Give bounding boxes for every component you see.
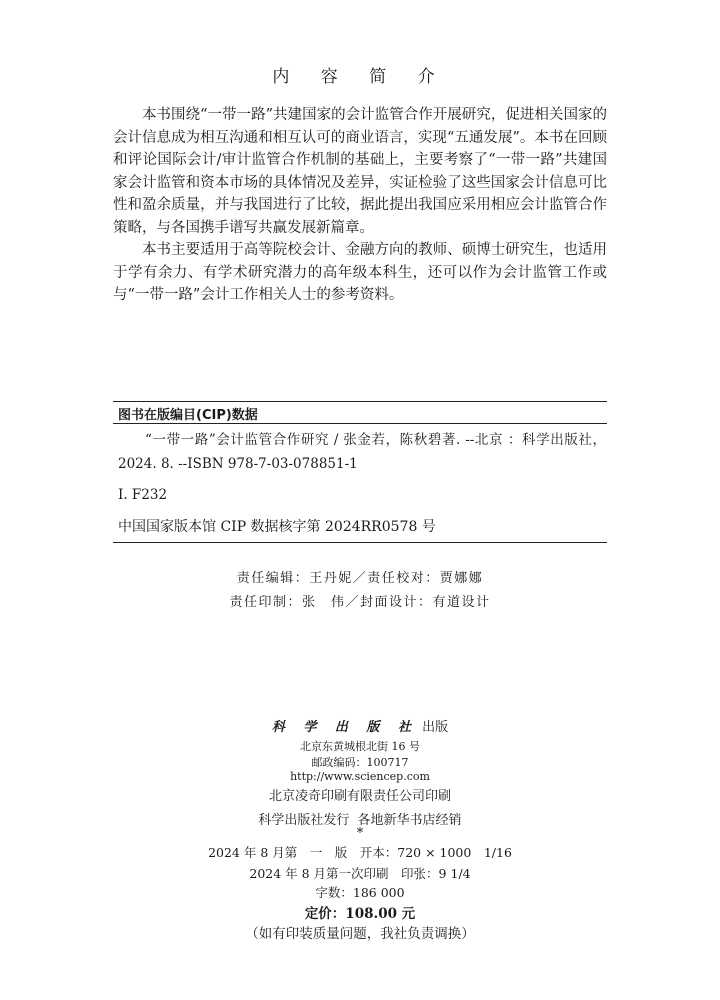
publisher-postcode: 邮政编码：100717: [311, 756, 409, 769]
cip-heading-rule: [113, 423, 607, 424]
word-count: 字数：186 000: [315, 885, 405, 900]
cip-description: “一带一路”会计监管合作研究 / 张金若，陈秋碧著. --北京 ：科学出版社，2024. 8. --ISBN 978-7-03-078851-1: [118, 432, 606, 472]
cip-classification: Ⅰ. F232: [118, 487, 168, 503]
price: 定价：108.00 元: [304, 906, 416, 922]
editor-credits: 责任编辑：王丹妮／责任校对：贾娜娜: [236, 571, 484, 586]
cip-bottom-rule: [113, 542, 607, 543]
cip-heading: 图书在版编目(CIP)数据: [118, 408, 258, 423]
cip-record-number: 中国国家版本馆 CIP 数据核字第 2024RR0578 号: [118, 519, 436, 535]
printing-line: 2024 年 8 月第一次印刷 印张：9 1/4: [249, 866, 471, 881]
publisher-logo-text: 科 学 出 版 社: [271, 720, 418, 735]
publisher-line: [0, 716, 720, 735]
intro-text: [113, 104, 607, 307]
intro-paragraph: 本书围绕“一带一路”共建国家的会计监管合作开展研究，促进相关国家的会计信息成为相互沟通和相互认可的商业语言，实现“五通发展”。本书在回顾和评论国际会计/审计监管合作机制的基础上，主要考察了“一带一路”共建国家会计监管和资本市场的具体情况及差异，实证检验了这些国家会计信息可比性和盈余质量，并与我国进行了比较，据此提出我国应采用相应会计监管合作策略，与各国携手谱写共赢发展新篇章。: [113, 107, 607, 236]
production-credits: 责任印制：张 伟／封面设计：有道设计: [229, 595, 491, 610]
edition-line: 2024 年 8 月第 一 版 开本：720 × 1000 1/16: [208, 845, 512, 860]
publisher-suffix: 出版: [422, 720, 449, 735]
page-title: 内 容 简 介: [272, 67, 448, 87]
publisher-address: 北京东黄城根北街 16 号: [300, 740, 420, 753]
distributor-line: 科学出版社发行 各地新华书店经销: [258, 813, 462, 828]
cip-top-rule: [113, 401, 607, 402]
quality-notice: （如有印装质量问题，我社负责调换）: [245, 926, 475, 942]
printer-line: 北京凌奇印刷有限责任公司印刷: [268, 789, 451, 804]
intro-paragraph: 本书主要适用于高等院校会计、金融方向的教师、硕博士研究生，也适用于学有余力、有学术研究潜力的高年级本科生，还可以作为会计监管工作或与“一带一路”会计工作相关人士的参考资料。: [113, 242, 607, 303]
publisher-url: http://www.sciencep.com: [290, 770, 430, 783]
separator-star: *: [356, 826, 364, 841]
